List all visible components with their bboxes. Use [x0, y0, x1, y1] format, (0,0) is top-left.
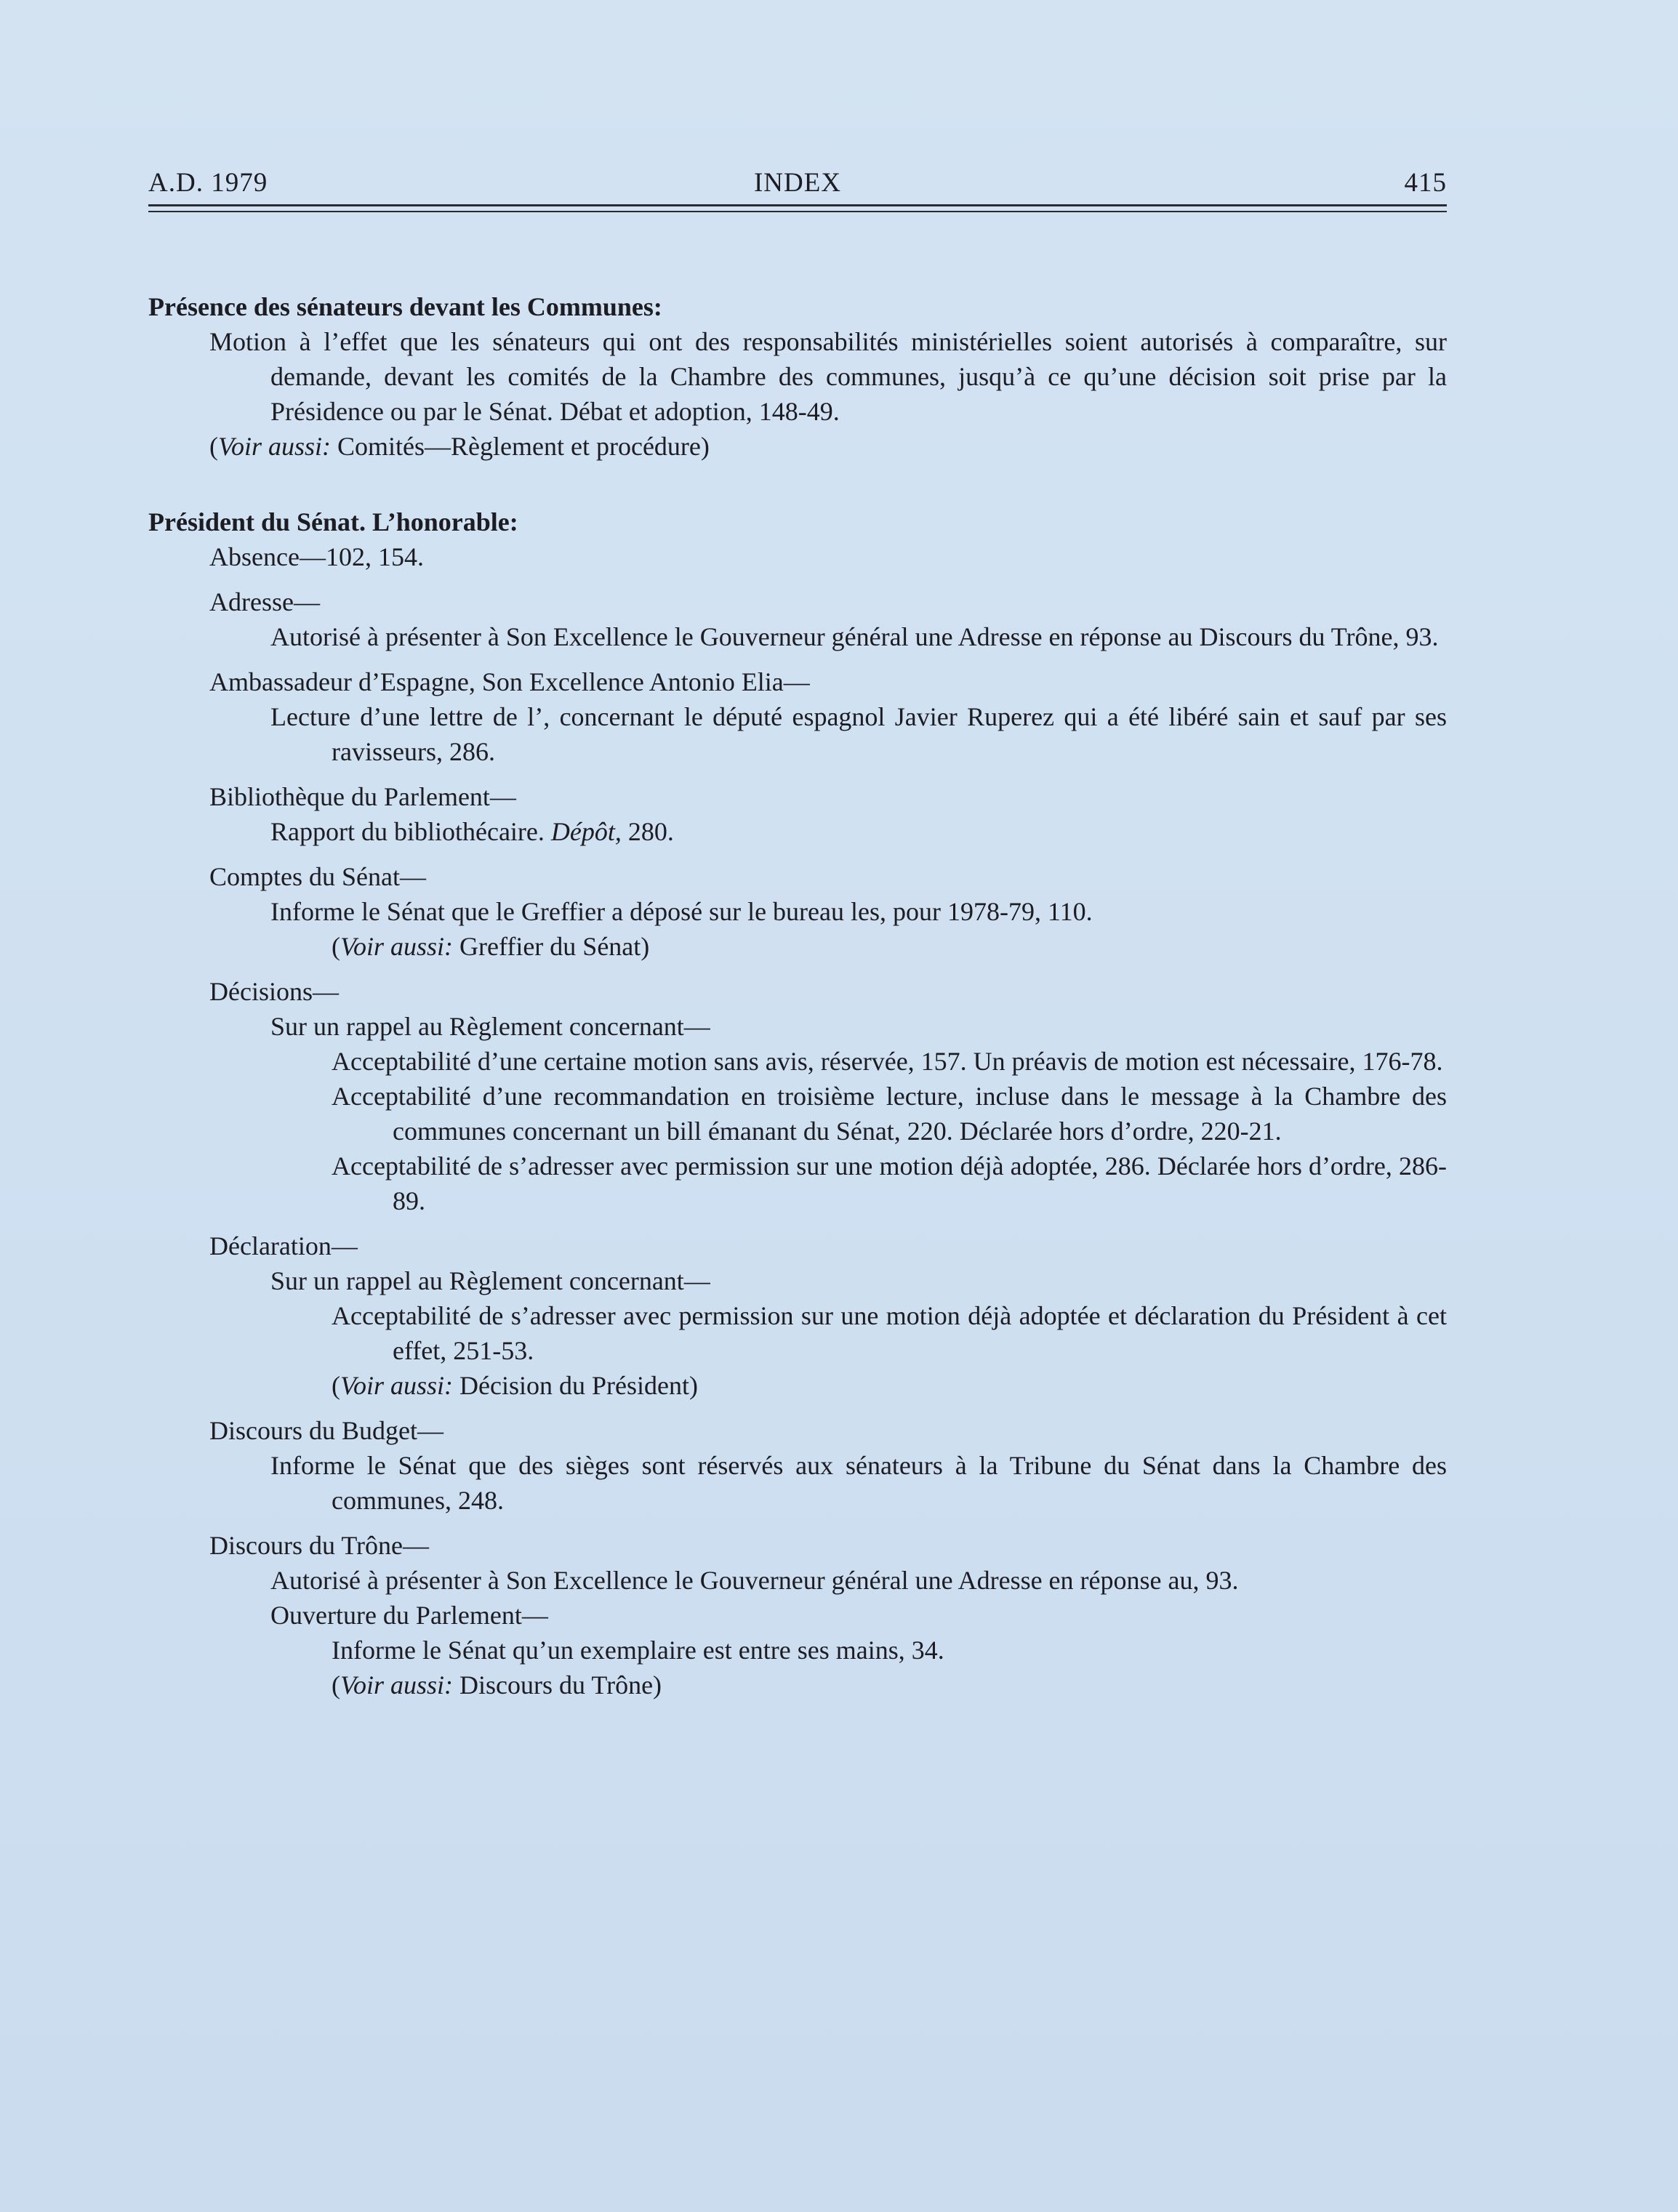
see-also-text: Discours du Trône) — [459, 1670, 662, 1700]
header-rule-top — [148, 204, 1447, 206]
see-also-text: Greffier du Sénat) — [459, 932, 650, 961]
section-gap — [148, 464, 1447, 504]
subentry-ambassadeur: Ambassadeur d’Espagne, Son Excellence Antonio Elia— — [209, 667, 810, 696]
subentry-declaration-rappel: Sur un rappel au Règlement concernant— — [270, 1266, 710, 1295]
see-also-presence: (Voir aussi: Comités—Règlement et procédure) — [209, 432, 710, 461]
see-also-label: Voir aussi: — [218, 432, 332, 461]
entry-heading-president: Président du Sénat. L’honorable: — [148, 507, 518, 536]
see-also-label: Voir aussi: — [340, 1371, 454, 1400]
header-title: INDEX — [753, 168, 842, 198]
bibliotheque-depot: Dépôt, — [550, 817, 622, 846]
see-also-comptes: (Voir aussi: Greffier du Sénat) — [332, 932, 650, 961]
subentry-bibliotheque-detail — [148, 814, 1447, 849]
see-also-label: Voir aussi: — [340, 932, 454, 961]
subentry-declaration: Déclaration— — [209, 1231, 358, 1260]
subentry-bibliotheque: Bibliothèque du Parlement— — [209, 782, 516, 811]
subentry-ouverture: Ouverture du Parlement— — [270, 1601, 548, 1630]
subentry-budget: Discours du Budget— — [209, 1416, 443, 1445]
bibliotheque-text: Rapport du bibliothécaire. — [270, 817, 551, 846]
running-head — [148, 163, 1447, 201]
subentry-comptes: Comptes du Sénat— — [209, 862, 426, 891]
subentry-absence: Absence—102, 154. — [209, 542, 424, 571]
subentry-adresse-detail: Autorisé à présenter à Son Excellence le Gouverneur général une Adresse en réponse au Discours du Trône, 93. — [270, 622, 1439, 651]
bibliotheque-page: 280. — [621, 817, 674, 846]
entry-heading-presence: Présence des sénateurs devant les Communes: — [148, 292, 662, 321]
subentry-decisions-rappel: Sur un rappel au Règlement concernant— — [270, 1012, 710, 1041]
see-also-text: Décision du Président) — [459, 1371, 698, 1400]
header-year: A.D. 1979 — [148, 168, 268, 198]
subentry-decisions-c: Acceptabilité de s’adresser avec permission sur une motion déjà adoptée, 286. Déclarée hors d’ordre, 286-89. — [332, 1151, 1447, 1215]
subentry-decisions-a: Acceptabilité d’une certaine motion sans avis, réservée, 157. Un préavis de motion est nécessaire, 176-78. — [332, 1047, 1443, 1076]
subentry-comptes-detail: Informe le Sénat que le Greffier a déposé sur le bureau les, pour 1978-79, 110. — [270, 897, 1093, 926]
see-also-declaration: (Voir aussi: Décision du Président) — [332, 1371, 698, 1400]
subentry-trone-detail: Autorisé à présenter à Son Excellence le Gouverneur général une Adresse en réponse au, 93. — [270, 1566, 1239, 1595]
subentry-declaration-a: Acceptabilité de s’adresser avec permission sur une motion déjà adoptée et déclaration du Président à cet effet, 251-53. — [332, 1301, 1447, 1365]
see-also-label: Voir aussi: — [340, 1670, 454, 1700]
subentry-trone: Discours du Trône— — [209, 1531, 430, 1560]
see-also-ouverture: (Voir aussi: Discours du Trône) — [332, 1670, 662, 1700]
header-rule-bottom — [148, 211, 1447, 212]
subentry-adresse: Adresse— — [209, 587, 320, 616]
see-also-text: Comités—Règlement et procédure) — [337, 432, 710, 461]
page-number: 415 — [1404, 168, 1447, 198]
subentry-motion: Motion à l’effet que les sénateurs qui ont des responsabilités ministérielles soient autorisés à comparaître, sur demande, devant les comités de la Chambre des communes, jusqu’à ce qu’une décision soit prise par la Présidence ou par le Sénat. Débat et adoption, 148-49. — [209, 327, 1447, 426]
index-content — [148, 289, 1447, 1702]
subentry-budget-detail: Informe le Sénat que des sièges sont réservés aux sénateurs à la Tribune du Sénat dans la Chambre des communes, 248. — [270, 1451, 1447, 1515]
subentry-ambassadeur-detail: Lecture d’une lettre de l’, concernant le député espagnol Javier Ruperez qui a été libéré sain et sauf par ses ravisseurs, 286. — [270, 702, 1447, 766]
subentry-ouverture-detail: Informe le Sénat qu’un exemplaire est entre ses mains, 34. — [332, 1636, 944, 1665]
subentry-decisions: Décisions— — [209, 977, 339, 1006]
subentry-decisions-b: Acceptabilité d’une recommandation en troisième lecture, incluse dans le message à la Chambre des communes concernant un bill émanant du Sénat, 220. Déclarée hors d’ordre, 220-21. — [332, 1082, 1447, 1146]
